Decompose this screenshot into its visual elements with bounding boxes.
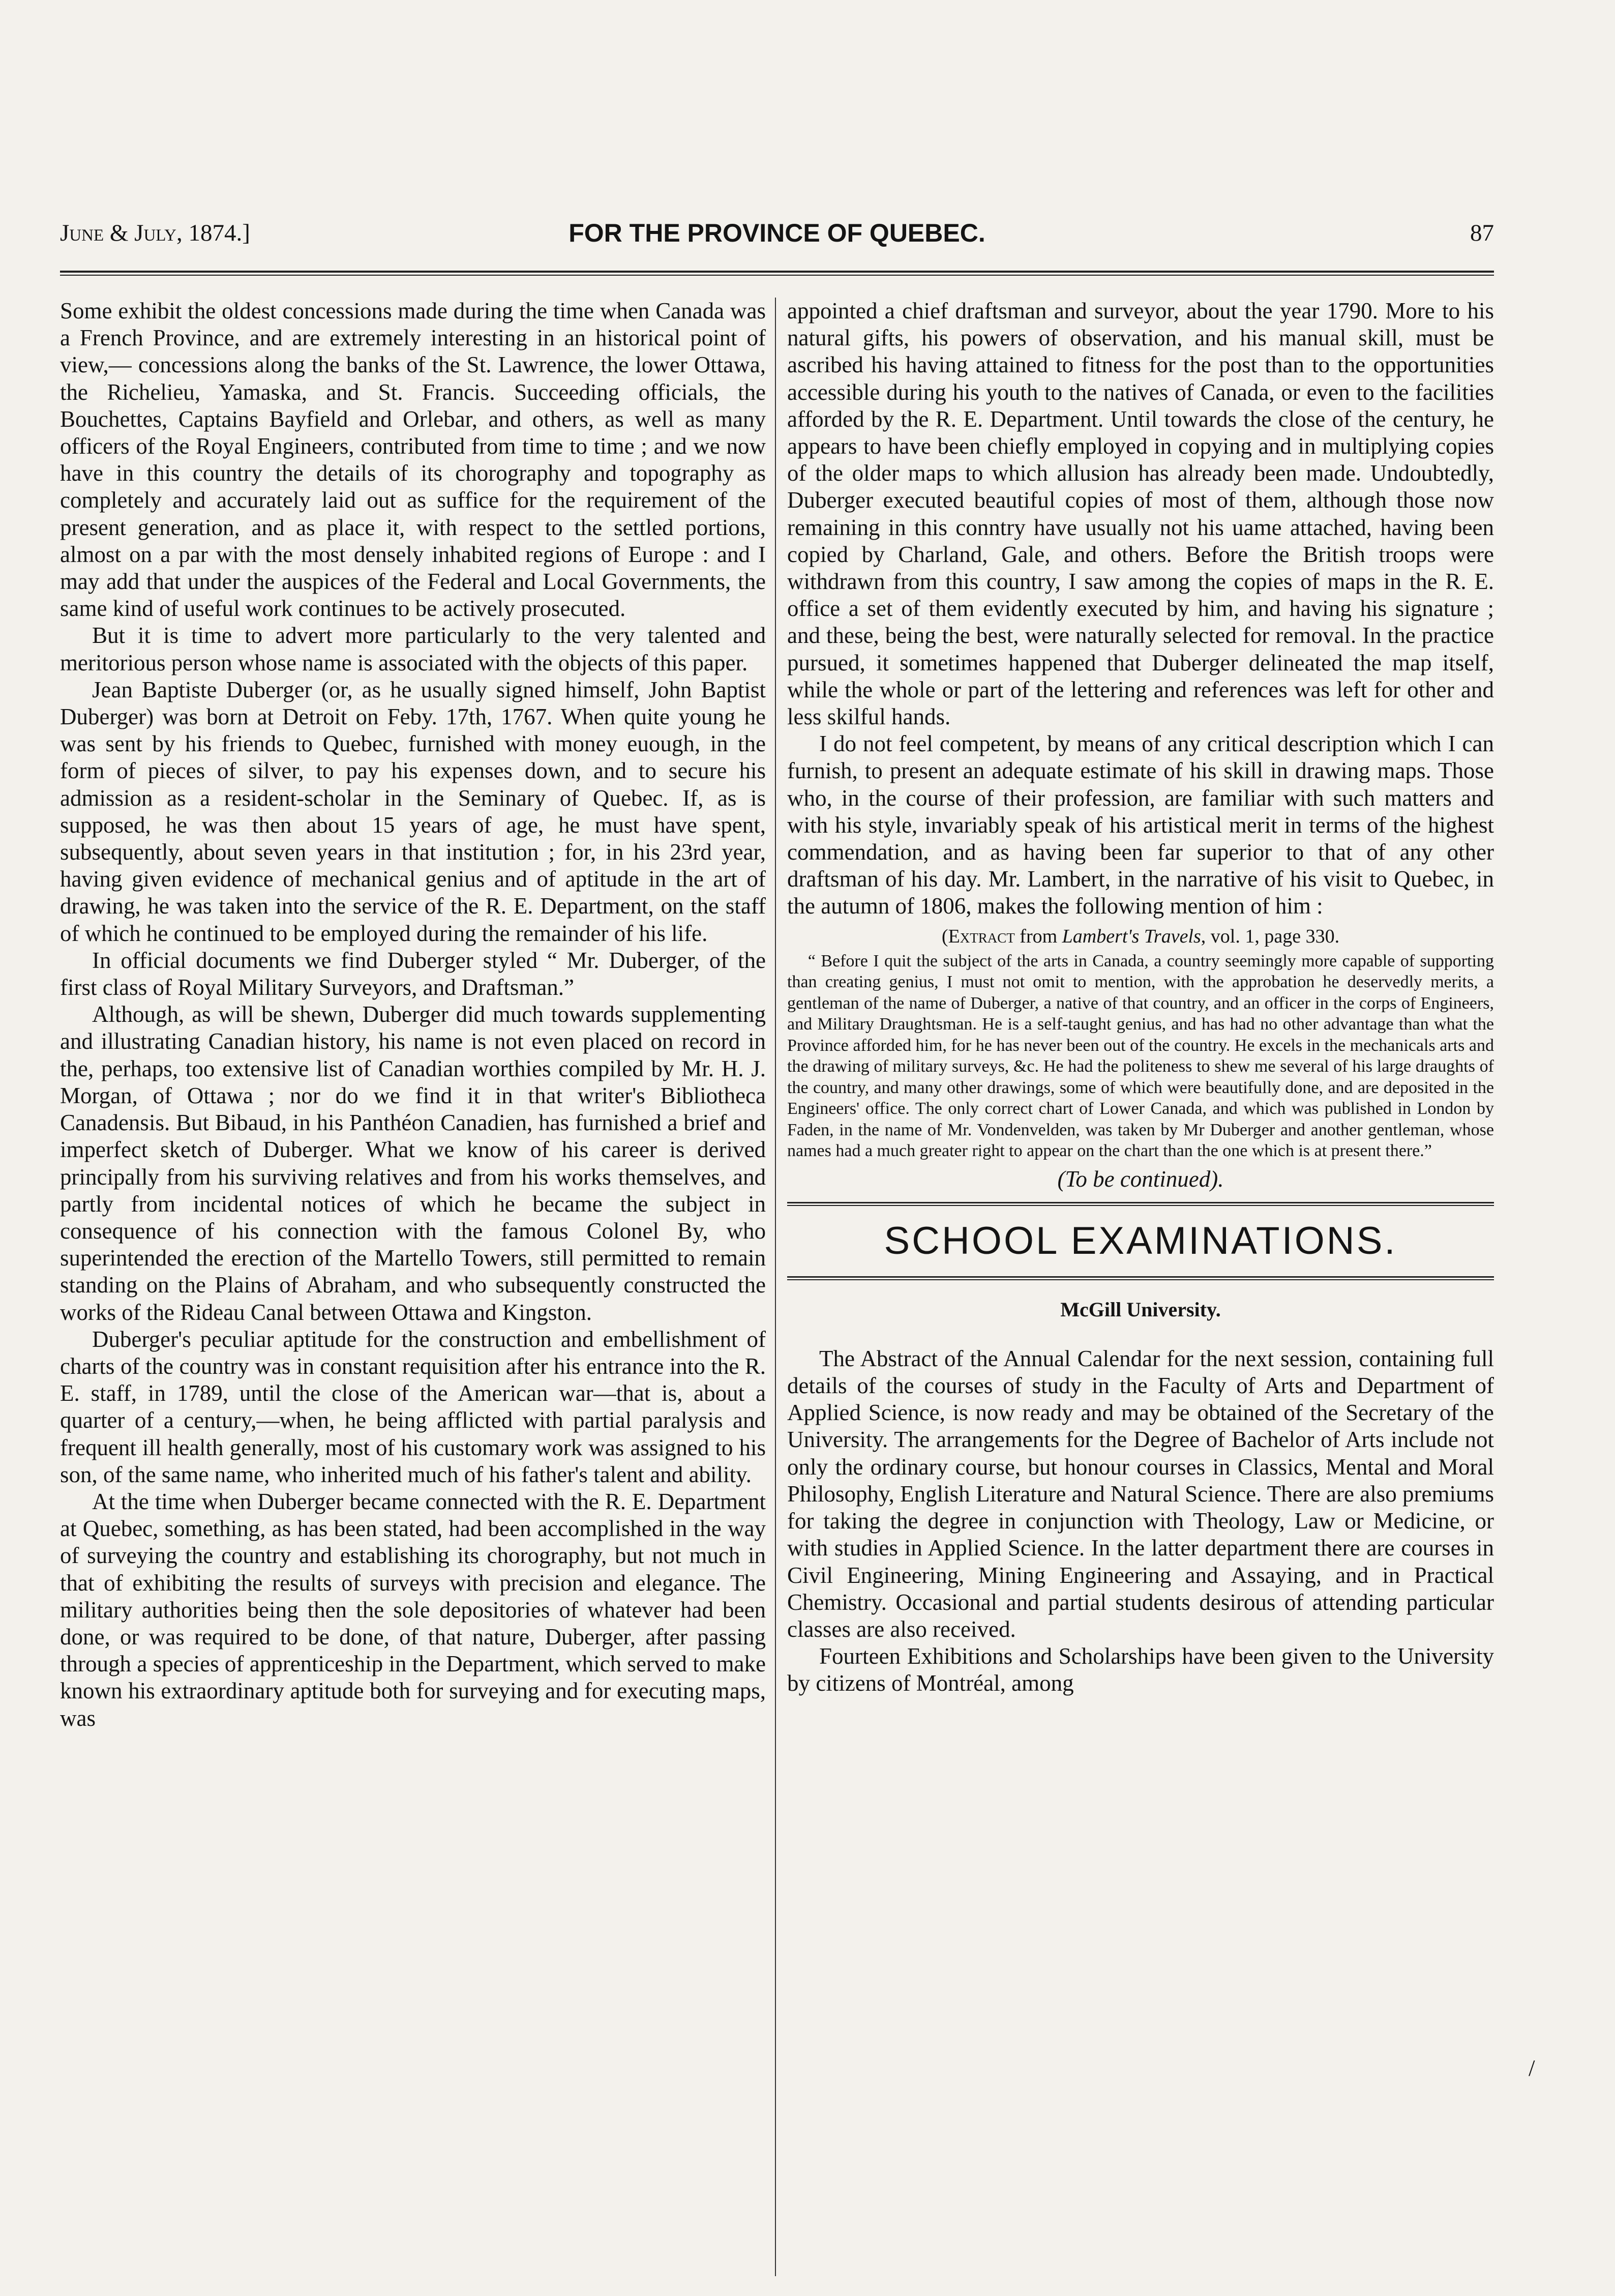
- continued-note: (To be continued).: [1057, 1166, 1224, 1192]
- paragraph: The Abstract of the Annual Calendar for the next session, containing full details of the courses of study in the Faculty of Arts and Department of Applied Science, is now ready and may be obtained of the Secretary of the University. The arrangements for the Degree of Bachelor of Arts include not only the ordinary course, but honour courses in Classics, Mental and Moral Philosophy, English Literature and Natural Science. There are also premiums for taking the degree in conjunction with Theology, Law or Medicine, or with studies in Applied Science. In the latter department there are courses in Civil Engineering, Mining Engineering and Assaying, and in Practical Chemistry. Occasional and partial students desirous of attending particular classes are also received.: [787, 1345, 1494, 1642]
- header-rule: [60, 271, 1494, 276]
- paragraph: In official documents we find Duberger styled “ Mr. Duberger, of the first class of Royal Military Surveyors, and Draftsman.”: [60, 947, 766, 1000]
- left-column: [60, 298, 766, 2276]
- paragraph: Jean Baptiste Duberger (or, as he usually signed himself, John Baptist Duberger) was born at Detroit on Feby. 17th, 1767. When quite young he was sent by his friends to Quebec, furnished with money euough, in the form of pieces of silver, to pay his expenses down, and to secure his admission as a resident-scholar in the Seminary of Quebec. If, as is supposed, he was then about 15 years of age, he must have spent, subsequently, about seven years in that institution ; for, in his 23rd year, having given evidence of mechanical genius and of aptitude in the art of drawing, he was taken into the service of the R. E. Department, on the staff of which he continued to be employed during the remainder of his life.: [60, 676, 766, 946]
- paragraph: Although, as will be shewn, Duberger did much towards supplementing and illustrating Canadian history, his name is not even placed on record in the, perhaps, too extensive list of Canadian worthies compiled by Mr. H. J. Morgan, of Ottawa ; nor do we find it in that writer's Bibliotheca Canadensis. But Bibaud, in his Panthéon Canadien, has furnished a brief and imperfect sketch of Duberger. What we know of his career is derived principally from his surviving relatives and from his works themselves, and partly from incidental notices of which he became the subject in consequence of his connection with the famous Colonel By, who superintended the erection of the Martello Towers, still permitted to remain standing on the Plains of Abraham, and who subsequently constructed the works of the Rideau Canal between Ottawa and Kingston.: [60, 1002, 766, 1325]
- page-number: 87: [1470, 220, 1494, 246]
- paragraph: I do not feel competent, by means of any critical description which I can furnish, to present an adequate estimate of his skill in drawing maps. Those who, in the course of their profession, are familiar with such matters and with his style, invariably speak of his artistical merit in terms of the highest commendation, and as having been far superior to that of any other draftsman of his day. Mr. Lambert, in the narrative of his visit to Quebec, in the autumn of 1806, makes the following mention of him :: [787, 731, 1494, 919]
- block-quote: [787, 951, 1494, 1162]
- paragraph: Duberger's peculiar aptitude for the construction and embellishment of charts of the country was in constant requisition after his entrance into the R. E. staff, in 1789, until the close of the American war—that is, about a quarter of a century,—when, he being afflicted with partial paralysis and frequent ill health generally, most of his customary work was assigned to his son, of the same name, who inherited much of his father's talent and ability.: [60, 1326, 766, 1487]
- journal-title: FOR THE PROVINCE OF QUEBEC.: [569, 219, 985, 247]
- paragraph: But it is time to advert more particularly to the very talented and meritorious person whose name is associated with the objects of this paper.: [60, 623, 766, 675]
- paragraph: appointed a chief draftsman and surveyor, about the year 1790. More to his natural gifts, his powers of observation, and his manual skill, must be ascribed his having attained to fitness for the post than to the opportunities accessible during his youth to the natives of Canada, or even to the facilities afforded by the R. E. Department. Until towards the close of the century, he appears to have been chiefly employed in copying and in multiplying copies of the older maps to which allusion has already been made. Undoubtedly, Duberger executed beautiful copies of most of them, although those now remaining in this conntry have usually not his uame attached, having been copied by Charland, Gale, and others. Before the British troops were withdrawn from this country, I saw among the copies of maps in the R. E. office a set of them evidently executed by him, and having his signature ; and these, being the best, were naturally selected for removal. In the practice pursued, it sometimes happened that Duberger delineated the map itself, while the whole or part of the lettering and references was left for other and less skilful hands.: [787, 298, 1494, 730]
- running-header: [60, 213, 1494, 253]
- section-heading: SCHOOL EXAMINATIONS.: [884, 1219, 1397, 1262]
- extract-page: , vol. 1, page 330.: [1201, 925, 1340, 947]
- section-rule-top: [787, 1202, 1494, 1206]
- issue-date: June & July, 1874.]: [60, 220, 250, 246]
- section-rule-bottom: [787, 1276, 1494, 1280]
- extract-from: from: [1014, 925, 1062, 947]
- extract-source: Lambert's Travels: [1062, 925, 1201, 947]
- paragraph: At the time when Duberger became connected with the R. E. Department at Quebec, something, as has been stated, had been accomplished in the way of surveying the country and establishing its chorography, but not much in that of exhibiting the results of surveys with precision and elegance. The military authorities being then the sole depositories of whatever had been done, or was required to be done, of that nature, Duberger, after passing through a species of apprenticeship in the Department, which served to make known his extraordinary aptitude both for surveying and for executing maps, was: [60, 1488, 766, 1731]
- column-divider: [775, 298, 776, 2276]
- extract-label: (Extract: [941, 925, 1015, 947]
- sub-heading: McGill University.: [1060, 1298, 1221, 1321]
- extract-citation: [787, 923, 1494, 950]
- margin-mark: /: [1529, 2055, 1535, 2081]
- paragraph: Fourteen Exhibitions and Scholarships have been given to the University by citizens of Montréal, among: [787, 1643, 1494, 1696]
- quote-text: “ Before I quit the subject of the arts in Canada, a country seemingly more capable of supporting than creating genius, I must not omit to mention, with the approbation he deservedly merits, a gentleman of the name of Duberger, a native of that country, and an officer in the corps of Engineers, and Military Draughtsman. He is a self-taught genius, and has had no other advantage than what the Province afforded him, for he has never been out of the country. He excels in the mechanicals arts and the drawing of military surveys, &c. He had the politeness to shew me several of his large draughts of the country, and many other drawings, some of which were beautifully done, and are deposited in the Engineers' office. The only correct chart of Lower Canada, and which was published in London by Faden, in the name of Mr. Vondenvelden, was taken by Mr Duberger and another gentleman, whose names had a much greater right to appear on the chart than the one which is at present there.”: [787, 951, 1494, 1161]
- right-column: [787, 298, 1494, 2276]
- paragraph: Some exhibit the oldest concessions made during the time when Canada was a French Province, and are extremely interesting in an historical point of view,— concessions along the banks of the St. Lawrence, the lower Ottawa, the Richelieu, Yamaska, and St. Francis. Succeeding officials, the Bouchettes, Captains Bayfield and Orlebar, and others, as well as many officers of the Royal Engineers, contributed from time to time ; and we now have in this country the details of its chorography and topography as completely and accurately laid out as suffice for the requirement of the present generation, and as place it, with respect to the settled portions, almost on a par with the most densely inhabited regions of Europe : and I may add that under the auspices of the Federal and Local Governments, the same kind of useful work continues to be actively prosecuted.: [60, 298, 766, 622]
